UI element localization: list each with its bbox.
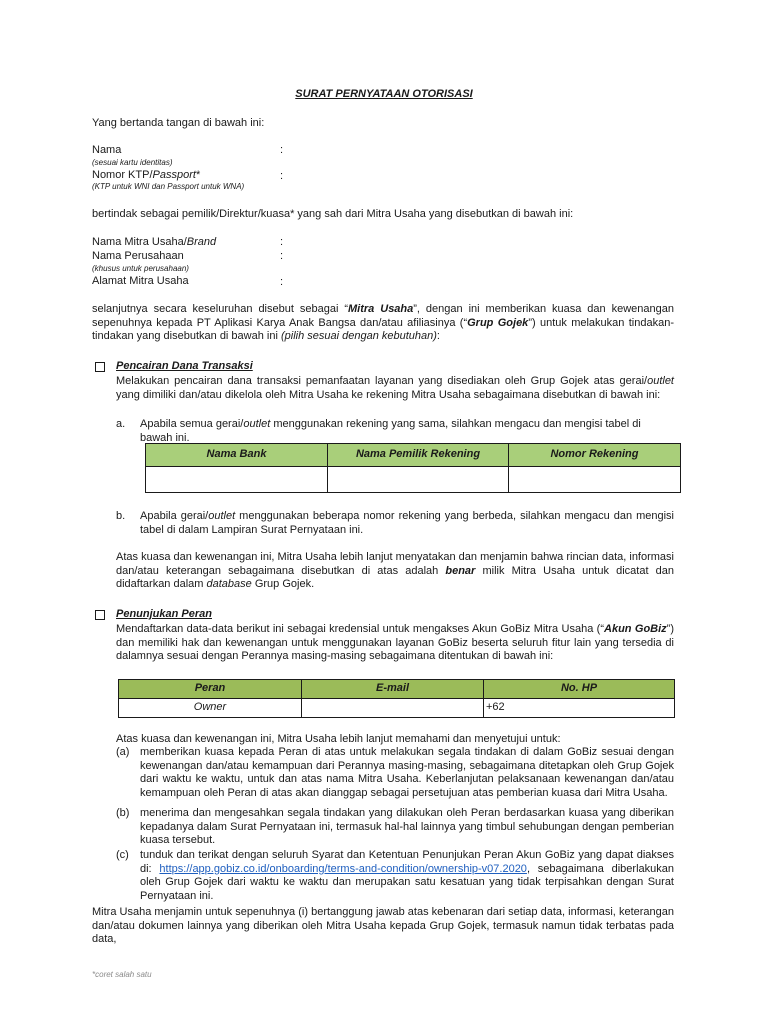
checkbox-penunjukan[interactable] bbox=[95, 610, 105, 620]
agree-text: Atas kuasa dan kewenangan ini, Mitra Usaha lebih lanjut memahami dan menyetujui untuk: bbox=[116, 733, 561, 745]
colon-mitra: : bbox=[280, 236, 284, 248]
label-ktp: Nomor KTP/Passport* bbox=[92, 169, 201, 181]
label-alamat: Alamat Mitra Usaha bbox=[92, 275, 189, 287]
role-table bbox=[118, 679, 675, 718]
footnote: *coret salah satu bbox=[92, 970, 152, 979]
terms-link[interactable]: https://app.gobiz.co.id/onboarding/terms-and-condition/ownership-v07.2020 bbox=[159, 862, 527, 875]
col-peran: Peran bbox=[119, 680, 302, 699]
col-nama-pemilik: Nama Pemilik Rekening bbox=[328, 444, 509, 467]
list-item-c: tunduk dan terikat dengan seluruh Syarat dan Ketentuan Penunjukan Peran Akun GoBiz yang dapat diakses di: https://app.gobiz.co.id/onboarding/terms-and-condition/ownership-v07.2020, sebagaimana diberlakukan oleh Grup Gojek dari waktu ke waktu dan merupakan satu kesatuan yang tidak terpisahkan dengan Surat Pernyataan ini. bbox=[140, 849, 674, 902]
list-item-b: menerima dan mengesahkan segala tindakan yang dilakukan oleh Peran berdasarkan kuasa yang diberikan kepadanya dalam Surat Pernyataan ini, termasuk hal-hal lainnya yang timbul sehubungan dengan pemberian kuasa tersebut. bbox=[140, 807, 674, 846]
col-nomor-rekening: Nomor Rekening bbox=[509, 444, 681, 467]
label-mitra: Nama Mitra Usaha/Brand bbox=[92, 236, 217, 248]
desc-penunjukan: Mendaftarkan data-data berikut ini sebagai kredensial untuk mengakses Akun GoBiz Mitra Usaha (“Akun GoBiz”) dan memiliki hak dan kewenangan untuk menggunakan layanan GoBiz beserta seluruh fitur lain yang tersedia di dalamnya sesuai dengan Perannya masing-masing sebagaimana ditentukan di bawah ini: bbox=[116, 623, 674, 662]
colon-nama: : bbox=[280, 144, 284, 156]
col-nama-bank: Nama Bank bbox=[146, 444, 328, 467]
marker-item-a: (a) bbox=[116, 746, 130, 758]
note-nama: (sesuai kartu identitas) bbox=[92, 158, 173, 167]
desc-pencairan: Melakukan pencairan dana transaksi pemanfaatan layanan yang disediakan oleh Grup Gojek atas gerai/outlet yang dimiliki dan/atau dikelola oleh Mitra Usaha ke rekening Mitra Usaha sebagaimana disebutkan di bawah ini: bbox=[116, 375, 674, 401]
colon-ktp: : bbox=[280, 170, 284, 182]
label-nama: Nama bbox=[92, 144, 122, 156]
cell-email[interactable] bbox=[302, 699, 484, 718]
checkbox-pencairan[interactable] bbox=[95, 362, 105, 372]
cell-nohp[interactable]: +62 bbox=[484, 699, 675, 718]
acting-text: bertindak sebagai pemilik/Direktur/kuasa* yang sah dari Mitra Usaha yang disebutkan di bawah ini: bbox=[92, 208, 574, 220]
col-nohp: No. HP bbox=[484, 680, 675, 699]
heading-penunjukan: Penunjukan Peran bbox=[116, 608, 212, 620]
note-ktp: (KTP untuk WNI dan Passport untuk WNA) bbox=[92, 182, 245, 191]
closing-paragraph: Mitra Usaha menjamin untuk sepenuhnya (i) bertanggung jawab atas kebenaran dari setiap data, informasi, keterangan dan/atau dokumen lainnya yang diberikan oleh Mitra Usaha kepada Grup Gojek, termasuk namun tidak terbatas pada data, bbox=[92, 906, 674, 945]
bank-table bbox=[145, 443, 681, 493]
list-item-a: memberikan kuasa kepada Peran di atas untuk melakukan segala tindakan di dalam GoBiz sesuai dengan kewenangan dan/atau kemampuan dari Perannya masing-masing, sebagaimana ditetapkan oleh Grup Gojek dari waktu ke waktu, untuk dan atas nama Mitra Usaha. Keberlanjutan pelaksanaan kewenangan dan/atau kemampuan oleh Peran di atas akan dianggap sebagai persetujuan atas pemberian kuasa dari Mitra Usaha. bbox=[140, 746, 674, 799]
col-email: E-mail bbox=[302, 680, 484, 699]
cell-nama-pemilik[interactable] bbox=[328, 467, 509, 493]
cell-nomor-rekening[interactable] bbox=[509, 467, 681, 493]
colon-perusahaan: : bbox=[280, 250, 284, 262]
cell-peran: Owner bbox=[119, 699, 302, 718]
note-perusahaan: (khusus untuk perusahaan) bbox=[92, 264, 189, 273]
marker-a: a. bbox=[116, 418, 126, 430]
marker-item-b: (b) bbox=[116, 807, 130, 819]
page-title: SURAT PERNYATAAN OTORISASI bbox=[295, 88, 473, 100]
confirmation-paragraph: Atas kuasa dan kewenangan ini, Mitra Usaha lebih lanjut menyatakan dan menjamin bahwa rincian data, informasi dan/atau keterangan sebagaimana disebutkan di atas adalah benar milik Mitra Usaha untuk dicatat dan didaftarkan dalam database Grup Gojek. bbox=[116, 551, 674, 590]
item-a-text: Apabila semua gerai/outlet menggunakan rekening yang sama, silahkan mengacu dan mengisi tabel di bawah ini. bbox=[140, 418, 641, 444]
intro-text: Yang bertanda tangan di bawah ini: bbox=[92, 117, 265, 129]
marker-item-c: (c) bbox=[116, 849, 129, 861]
item-b-text: Apabila gerai/outlet menggunakan beberapa nomor rekening yang berbeda, silahkan mengacu dan mengisi tabel di dalam Lampiran Surat Pernyataan ini. bbox=[140, 510, 674, 536]
colon-alamat: : bbox=[280, 276, 284, 288]
label-perusahaan: Nama Perusahaan bbox=[92, 250, 184, 262]
cell-nama-bank[interactable] bbox=[146, 467, 328, 493]
marker-b: b. bbox=[116, 510, 126, 522]
heading-pencairan: Pencairan Dana Transaksi bbox=[116, 360, 253, 372]
authorization-paragraph: selanjutnya secara keseluruhan disebut sebagai “Mitra Usaha”, dengan ini memberikan kuasa dan kewenangan sepenuhnya kepada PT Aplikasi Karya Anak Bangsa dan/atau afiliasinya (“Grup Gojek”) untuk melakukan tindakan-tindakan yang disebutkan di bawah ini (pilih sesuai dengan kebutuhan): bbox=[92, 303, 674, 342]
